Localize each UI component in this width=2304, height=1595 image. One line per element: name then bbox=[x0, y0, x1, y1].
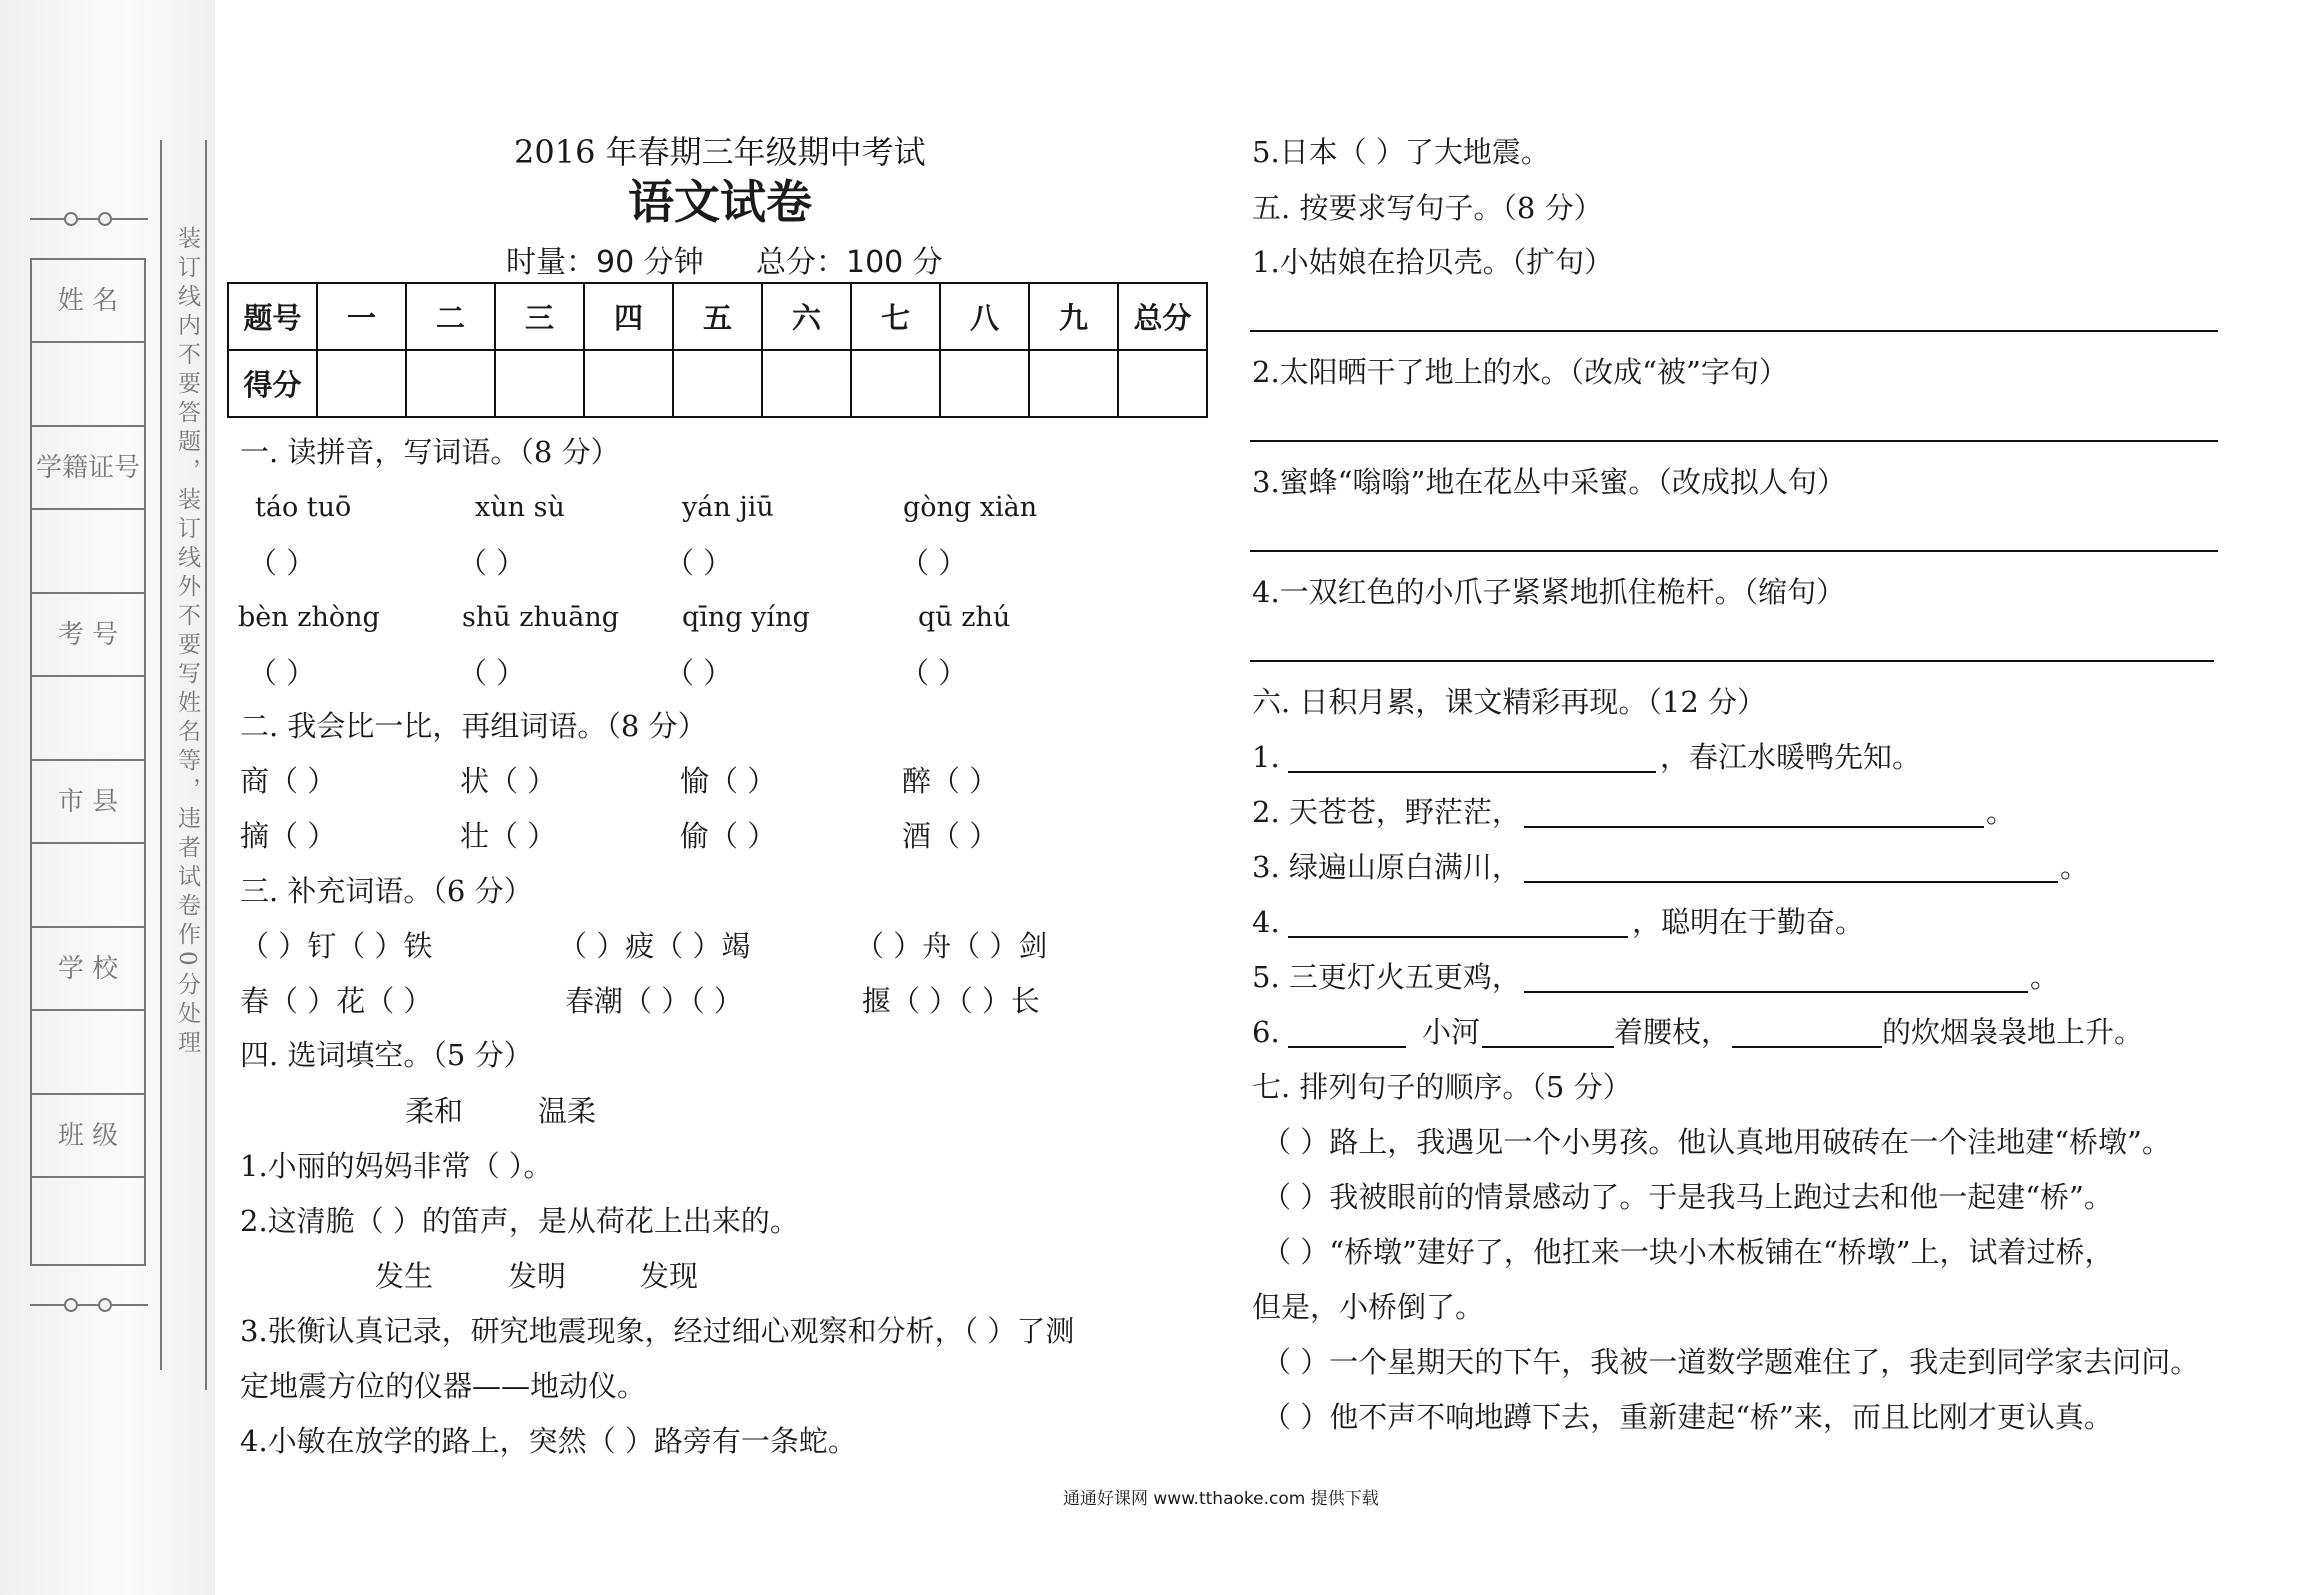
poem-text: 。 bbox=[2060, 850, 2090, 884]
section-4-title: 四. 选词填空。（5 分） bbox=[240, 1038, 533, 1072]
city-county-field-blank bbox=[32, 844, 144, 928]
poem-blank[interactable] bbox=[1524, 826, 1984, 828]
poem-text: 着腰枝， bbox=[1614, 1015, 1731, 1049]
poem-text: ，聪明在于勤奋。 bbox=[1632, 905, 1865, 939]
poem-text: 5. 三更灯火五更鸡， bbox=[1252, 960, 1521, 994]
word-choice: 发明 bbox=[508, 1259, 567, 1293]
answer-bracket[interactable]: （ ） bbox=[248, 656, 316, 690]
fill-question[interactable]: 1.小丽的妈妈非常（ ）。 bbox=[240, 1149, 553, 1183]
idiom-item[interactable]: （ ）钉（ ）铁 bbox=[240, 929, 433, 963]
answer-bracket[interactable]: （ ） bbox=[665, 656, 733, 690]
pinyin-item: gòng xiàn bbox=[903, 492, 1038, 523]
binding-line-outer bbox=[205, 140, 207, 1390]
answer-bracket[interactable]: （ ） bbox=[458, 656, 526, 690]
poem-text: 。 bbox=[2030, 960, 2060, 994]
poem-blank[interactable] bbox=[1288, 771, 1656, 773]
poem-text: 2. 天苍苍，野茫茫， bbox=[1252, 795, 1521, 829]
answer-bracket[interactable]: （ ） bbox=[665, 546, 733, 580]
word-choice: 发生 bbox=[375, 1259, 434, 1293]
score-table-score-row bbox=[228, 350, 1207, 417]
pinyin-item: qū zhú bbox=[918, 602, 1011, 633]
binding-line-inner bbox=[160, 140, 162, 1370]
compare-item[interactable]: 偷（ ） bbox=[680, 819, 777, 853]
section-3-title: 三. 补充词语。（6 分） bbox=[240, 874, 533, 908]
compare-item[interactable]: 摘（ ） bbox=[240, 819, 337, 853]
fill-question[interactable]: 3.张衡认真记录，研究地震现象，经过细心观察和分析，（ ）了测 bbox=[240, 1314, 1075, 1348]
section-5-title: 五. 按要求写句子。（8 分） bbox=[1252, 191, 1603, 225]
word-choice: 发现 bbox=[640, 1259, 699, 1293]
answer-bracket[interactable]: （ ） bbox=[900, 656, 968, 690]
exam-subtitle: 2016 年春期三年级期中考试 bbox=[514, 133, 926, 171]
poem-text: ，春江水暖鸭先知。 bbox=[1660, 740, 1922, 774]
section-6-title: 六. 日积月累，课文精彩再现。（12 分） bbox=[1252, 685, 1767, 719]
rewrite-question: 1.小姑娘在拾贝壳。（扩句） bbox=[1252, 245, 1614, 279]
score-row-label: 得分 bbox=[228, 350, 317, 417]
exam-duration: 时量：90 分钟 bbox=[506, 245, 704, 280]
score-cell[interactable] bbox=[1118, 350, 1207, 417]
rewrite-question: 3.蜜蜂“嗡嗡”地在花丛中采蜜。（改成拟人句） bbox=[1252, 465, 1846, 499]
poem-blank[interactable] bbox=[1524, 881, 2058, 883]
score-cell[interactable] bbox=[1029, 350, 1118, 417]
score-cell[interactable] bbox=[317, 350, 406, 417]
binding-ornament-bottom bbox=[30, 1296, 148, 1314]
binding-notice: 装订线内不要答题，装订线外不要写姓名等，违者试卷作0分处理 bbox=[174, 226, 200, 1059]
score-table-header-row bbox=[228, 283, 1207, 350]
idiom-item[interactable]: （ ）舟（ ）剑 bbox=[855, 929, 1048, 963]
binding-strip bbox=[0, 0, 215, 1595]
score-header-cell: 三 bbox=[495, 283, 584, 350]
student-info-box bbox=[30, 258, 146, 1266]
answer-line[interactable] bbox=[1250, 330, 2218, 332]
compare-item[interactable]: 商（ ） bbox=[240, 764, 337, 798]
student-id-field-label: 学籍证号 bbox=[32, 427, 144, 510]
poem-number: 6. bbox=[1252, 1015, 1280, 1049]
poem-blank[interactable] bbox=[1524, 991, 2028, 993]
fill-question[interactable]: 5.日本（ ）了大地震。 bbox=[1252, 135, 1550, 169]
compare-item[interactable]: 醉（ ） bbox=[902, 764, 999, 798]
order-sentence-continued: 但是，小桥倒了。 bbox=[1252, 1290, 1485, 1324]
pinyin-item: xùn sù bbox=[475, 492, 565, 523]
school-field-blank bbox=[32, 1011, 144, 1095]
pinyin-item: bèn zhòng bbox=[238, 602, 380, 633]
section-2-title: 二. 我会比一比，再组词语。（8 分） bbox=[240, 709, 707, 743]
school-field-label: 学 校 bbox=[32, 928, 144, 1011]
poem-text: 。 bbox=[1986, 795, 2016, 829]
idiom-item[interactable]: 春（ ）花（ ） bbox=[240, 984, 433, 1018]
city-county-field-label: 市 县 bbox=[32, 761, 144, 844]
word-choice: 柔和 bbox=[405, 1094, 464, 1128]
compare-item[interactable]: 酒（ ） bbox=[902, 819, 999, 853]
section-1-title: 一. 读拼音，写词语。（8 分） bbox=[240, 435, 620, 469]
poem-text: 小河 bbox=[1422, 1015, 1481, 1049]
idiom-item[interactable]: （ ）疲（ ）竭 bbox=[558, 929, 751, 963]
score-header-cell: 七 bbox=[851, 283, 940, 350]
score-cell[interactable] bbox=[584, 350, 673, 417]
rewrite-question: 4.一双红色的小爪子紧紧地抓住桅杆。（缩句） bbox=[1252, 575, 1846, 609]
score-header-cell: 六 bbox=[762, 283, 851, 350]
order-sentence[interactable]: （ ）他不声不响地蹲下去，重新建起“桥”来，而且比刚才更认真。 bbox=[1262, 1400, 2113, 1434]
exam-number-field-blank bbox=[32, 677, 144, 761]
score-cell[interactable] bbox=[406, 350, 495, 417]
class-field-label: 班 级 bbox=[32, 1095, 144, 1178]
name-field-label: 姓 名 bbox=[32, 260, 144, 343]
order-sentence[interactable]: （ ）我被眼前的情景感动了。于是我马上跑过去和他一起建“桥”。 bbox=[1262, 1180, 2113, 1214]
pinyin-item: shū zhuāng bbox=[462, 602, 619, 633]
order-sentence[interactable]: （ ）“桥墩”建好了，他扛来一块小木板铺在“桥墩”上，试着过桥， bbox=[1262, 1235, 2114, 1269]
score-header-cell: 八 bbox=[940, 283, 1029, 350]
fill-question-continued: 定地震方位的仪器——地动仪。 bbox=[240, 1369, 647, 1403]
idiom-item[interactable]: 春潮（ ）（ ） bbox=[565, 984, 743, 1018]
answer-bracket[interactable]: （ ） bbox=[458, 546, 526, 580]
exam-number-field-label: 考 号 bbox=[32, 594, 144, 677]
score-header-cell: 题号 bbox=[228, 283, 317, 350]
idiom-item[interactable]: 揠（ ）（ ）长 bbox=[862, 984, 1040, 1018]
score-header-cell: 一 bbox=[317, 283, 406, 350]
answer-line[interactable] bbox=[1250, 440, 2218, 442]
order-sentence[interactable]: （ ）路上，我遇见一个小男孩。他认真地用破砖在一个洼地建“桥墩”。 bbox=[1262, 1125, 2171, 1159]
word-choice: 温柔 bbox=[538, 1094, 597, 1128]
score-cell[interactable] bbox=[673, 350, 762, 417]
name-field-blank bbox=[32, 343, 144, 427]
student-id-field-blank bbox=[32, 510, 144, 594]
pinyin-item: yán jiū bbox=[682, 492, 774, 523]
compare-item[interactable]: 愉（ ） bbox=[680, 764, 777, 798]
section-7-title: 七. 排列句子的顺序。（5 分） bbox=[1252, 1070, 1632, 1104]
exam-total-score: 总分：100 分 bbox=[756, 245, 943, 280]
score-header-cell: 二 bbox=[406, 283, 495, 350]
fill-question[interactable]: 4.小敏在放学的路上，突然（ ）路旁有一条蛇。 bbox=[240, 1424, 857, 1458]
pinyin-item: qīng yíng bbox=[682, 602, 810, 633]
poem-number: 1. bbox=[1252, 740, 1280, 774]
binding-ornament-top bbox=[30, 210, 148, 228]
fill-question[interactable]: 2.这清脆（ ）的笛声，是从荷花上出来的。 bbox=[240, 1204, 799, 1238]
poem-blank[interactable] bbox=[1288, 936, 1628, 938]
score-header-cell: 五 bbox=[673, 283, 762, 350]
pinyin-item: táo tuō bbox=[255, 492, 352, 523]
compare-item[interactable]: 状（ ） bbox=[460, 764, 557, 798]
answer-line[interactable] bbox=[1250, 660, 2214, 662]
order-sentence[interactable]: （ ）一个星期天的下午，我被一道数学题难住了，我走到同学家去问问。 bbox=[1262, 1345, 2200, 1379]
compare-item[interactable]: 壮（ ） bbox=[460, 819, 557, 853]
answer-bracket[interactable]: （ ） bbox=[900, 546, 968, 580]
answer-line[interactable] bbox=[1250, 550, 2218, 552]
score-cell[interactable] bbox=[495, 350, 584, 417]
score-header-cell: 四 bbox=[584, 283, 673, 350]
score-cell[interactable] bbox=[940, 350, 1029, 417]
poem-blank[interactable] bbox=[1288, 1046, 1406, 1048]
rewrite-question: 2.太阳晒干了地上的水。（改成“被”字句） bbox=[1252, 355, 1788, 389]
poem-number: 4. bbox=[1252, 905, 1280, 939]
score-cell[interactable] bbox=[851, 350, 940, 417]
score-cell[interactable] bbox=[762, 350, 851, 417]
answer-bracket[interactable]: （ ） bbox=[248, 546, 316, 580]
score-table bbox=[227, 282, 1208, 418]
score-header-cell: 九 bbox=[1029, 283, 1118, 350]
poem-text: 3. 绿遍山原白满川， bbox=[1252, 850, 1521, 884]
footer-credit: 通通好课网 www.tthaoke.com 提供下载 bbox=[1063, 1489, 1379, 1509]
score-header-cell: 总分 bbox=[1118, 283, 1207, 350]
poem-blank[interactable] bbox=[1482, 1046, 1614, 1048]
poem-blank[interactable] bbox=[1732, 1046, 1882, 1048]
poem-text: 的炊烟袅袅地上升。 bbox=[1882, 1015, 2144, 1049]
exam-title: 语文试卷 bbox=[628, 175, 812, 229]
